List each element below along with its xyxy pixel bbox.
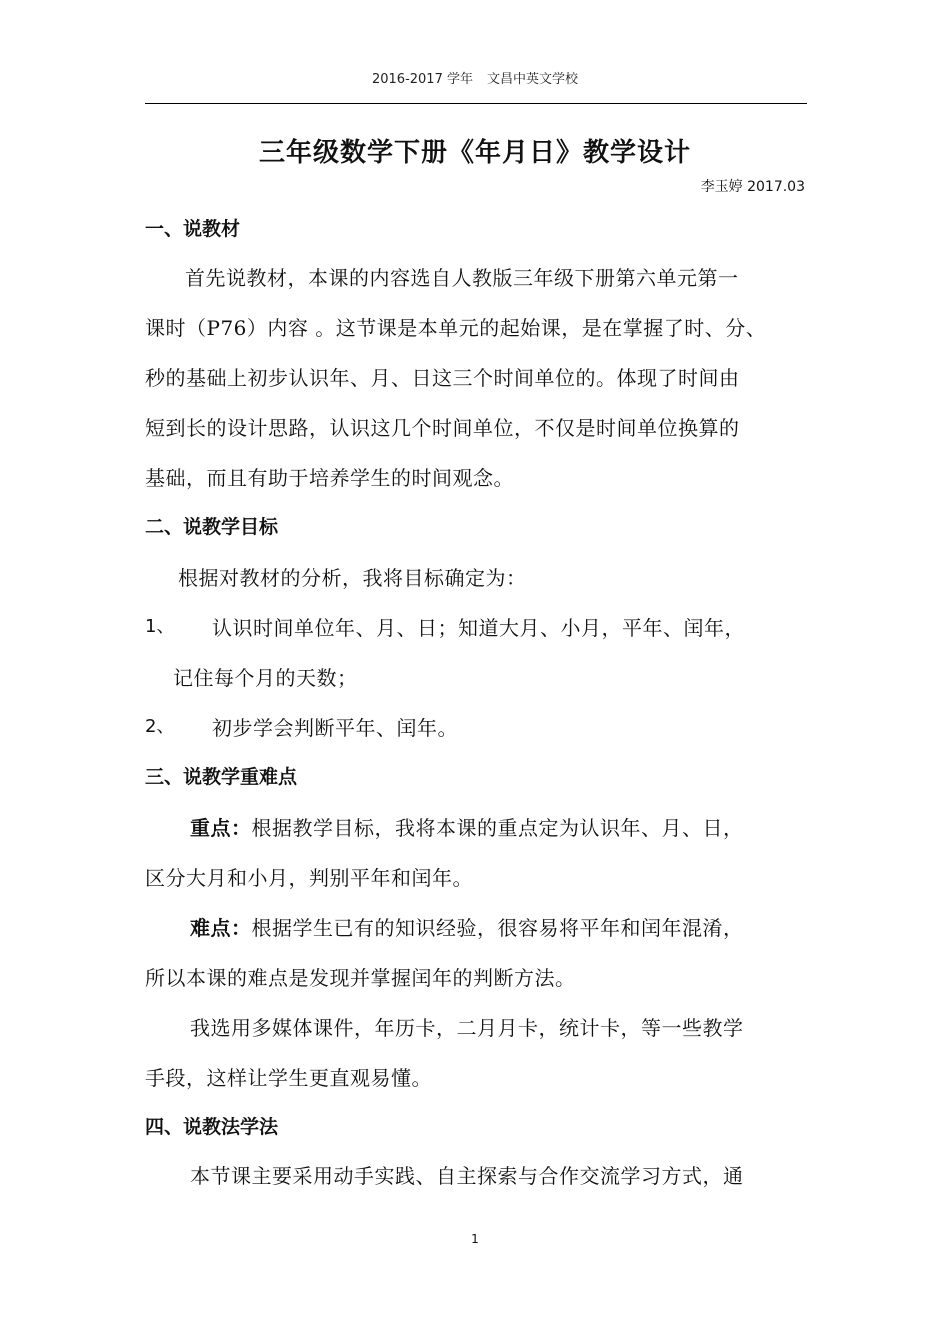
paragraph-line: 本节课主要采用动手实践、自主探索与合作交流学习方式，通 bbox=[190, 1164, 744, 1188]
paragraph-line: 秒的基础上初步认识年、月、日这三个时间单位的。体现了时间由 bbox=[145, 366, 740, 390]
list-number: 2、 bbox=[145, 716, 175, 737]
section-heading-1: 一、说教材 bbox=[145, 218, 241, 240]
paragraph-line: 首先说教材，本课的内容选自人教版三年级下册第六单元第一 bbox=[185, 266, 739, 290]
list-item-text: 初步学会判断平年、闰年。 bbox=[212, 716, 458, 740]
page-header bbox=[0, 68, 950, 87]
paragraph-line: 手段，这样让学生更直观易懂。 bbox=[145, 1066, 432, 1090]
list-number: 1、 bbox=[145, 616, 175, 637]
key-point-text: 根据教学目标，我将本课的重点定为认识年、月、日， bbox=[251, 816, 744, 840]
page-number: 1 bbox=[471, 1232, 479, 1246]
author-date: 李玉婷 2017.03 bbox=[700, 179, 805, 195]
section-heading-4: 四、说教法学法 bbox=[145, 1116, 279, 1138]
header-school: 文昌中英文学校 bbox=[486, 72, 578, 87]
paragraph-line: 区分大月和小月，判别平年和闰年。 bbox=[145, 866, 473, 890]
header-divider bbox=[145, 103, 807, 104]
section-heading-3: 三、说教学重难点 bbox=[145, 766, 298, 788]
difficulty-line bbox=[190, 912, 870, 941]
paragraph-line: 所以本课的难点是发现并掌握闰年的判断方法。 bbox=[145, 966, 576, 990]
paragraph-line: 课时（P76）内容 。这节课是本单元的起始课，是在掌握了时、分、 bbox=[145, 316, 767, 340]
key-point-label: 重点： bbox=[190, 816, 252, 840]
document-title: 三年级数学下册《年月日》教学设计 bbox=[258, 138, 691, 168]
paragraph-line: 基础，而且有助于培养学生的时间观念。 bbox=[145, 466, 514, 490]
header-year: 2016-2017 学年 bbox=[371, 72, 473, 87]
difficulty-label: 难点： bbox=[190, 916, 252, 940]
paragraph-line: 短到长的设计思路，认识这几个时间单位，不仅是时间单位换算的 bbox=[145, 416, 740, 440]
difficulty-text: 根据学生已有的知识经验，很容易将平年和闰年混淆， bbox=[251, 916, 744, 940]
key-point-line bbox=[190, 812, 870, 841]
list-item-text: 认识时间单位年、月、日；知道大月、小月，平年、闰年， bbox=[212, 616, 745, 640]
section-heading-2: 二、说教学目标 bbox=[145, 516, 279, 538]
paragraph-line: 我选用多媒体课件，年历卡，二月月卡，统计卡，等一些教学 bbox=[190, 1016, 744, 1040]
list-item-text: 记住每个月的天数； bbox=[173, 666, 358, 690]
paragraph-line: 根据对教材的分析，我将目标确定为： bbox=[178, 566, 527, 590]
